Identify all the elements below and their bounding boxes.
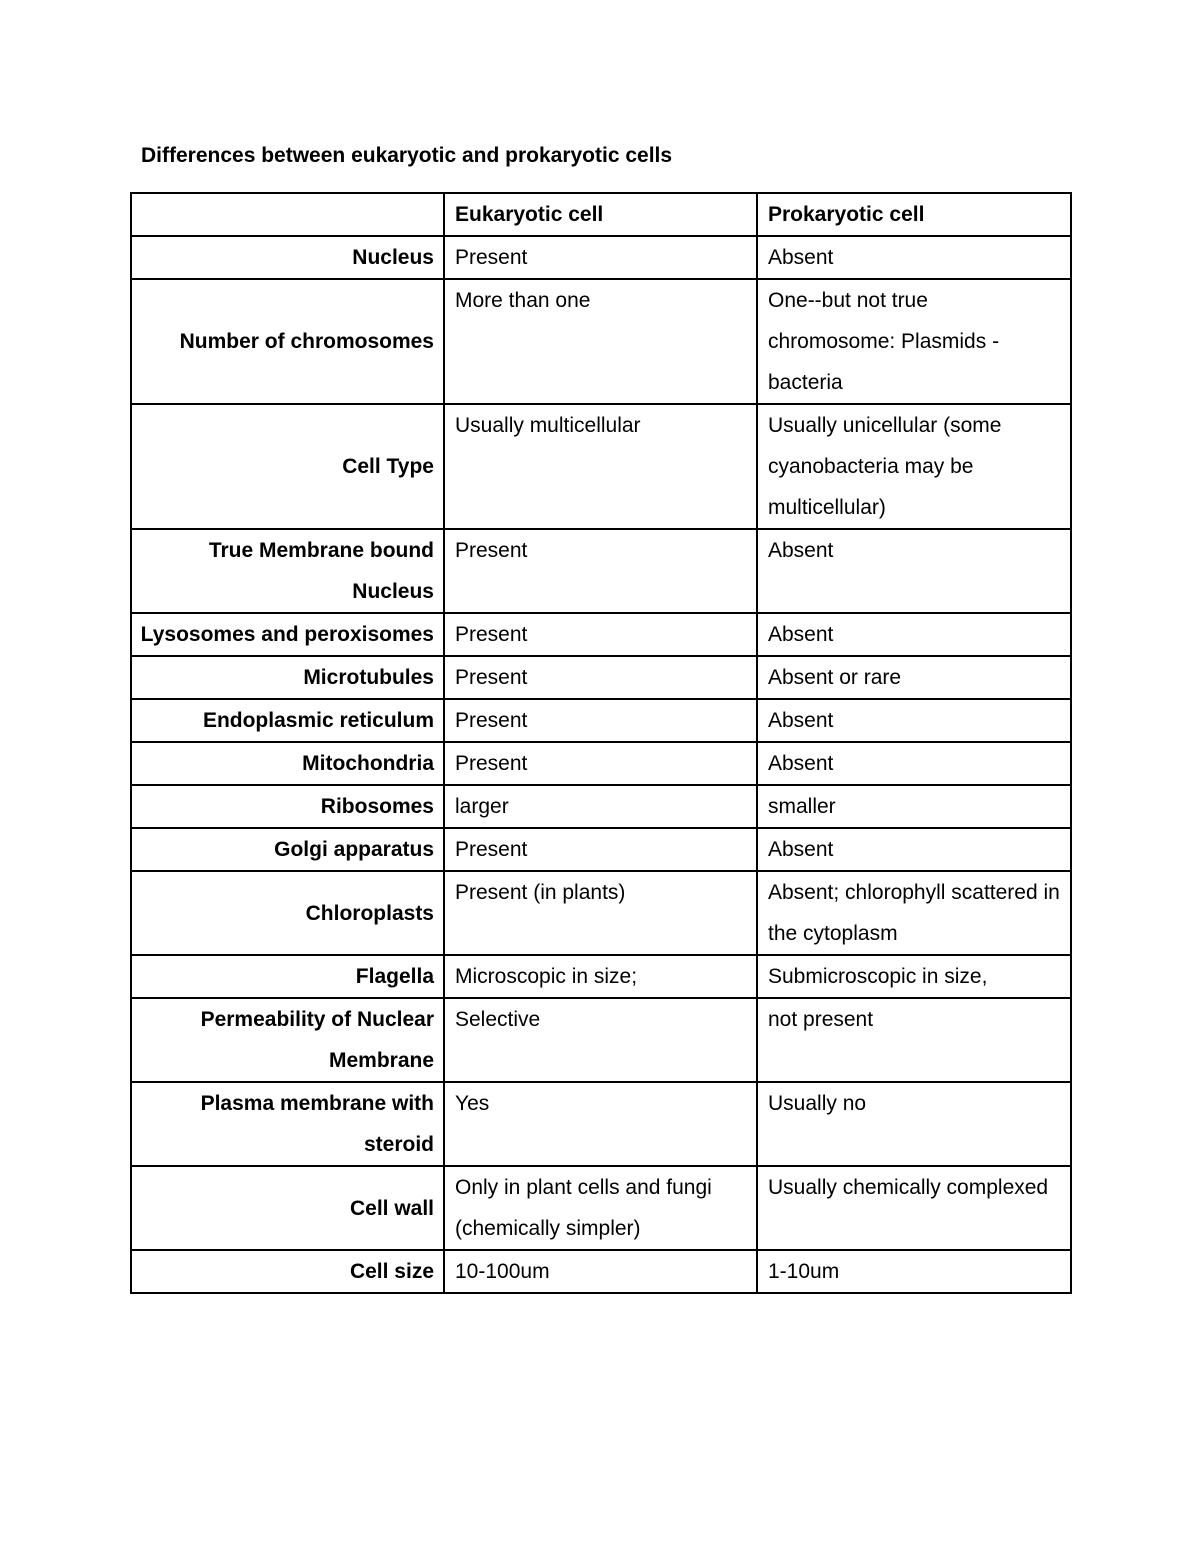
- feature-cell: Nucleus: [131, 236, 444, 279]
- table-row: [131, 871, 1071, 955]
- prokaryotic-cell: Absent: [757, 529, 1071, 613]
- prokaryotic-cell: Absent: [757, 613, 1071, 656]
- comparison-table: [130, 192, 1072, 1294]
- feature-cell: Permeability of Nuclear Membrane: [131, 998, 444, 1082]
- table-row: [131, 529, 1071, 613]
- table-row: [131, 279, 1071, 404]
- prokaryotic-cell: Usually chemically complexed: [757, 1166, 1071, 1250]
- feature-cell: Chloroplasts: [131, 871, 444, 955]
- table-row: [131, 742, 1071, 785]
- eukaryotic-cell: Present (in plants): [444, 871, 757, 955]
- feature-cell: Endoplasmic reticulum: [131, 699, 444, 742]
- feature-cell: Lysosomes and peroxisomes: [131, 613, 444, 656]
- prokaryotic-cell: Absent: [757, 742, 1071, 785]
- prokaryotic-cell: not present: [757, 998, 1071, 1082]
- table-row: [131, 998, 1071, 1082]
- eukaryotic-cell: Present: [444, 236, 757, 279]
- table-row: [131, 1250, 1071, 1293]
- feature-cell: Cell size: [131, 1250, 444, 1293]
- prokaryotic-cell: Absent: [757, 828, 1071, 871]
- table-row: [131, 236, 1071, 279]
- eukaryotic-cell: Microscopic in size;: [444, 955, 757, 998]
- table-row: [131, 955, 1071, 998]
- feature-cell: Microtubules: [131, 656, 444, 699]
- feature-cell: True Membrane bound Nucleus: [131, 529, 444, 613]
- feature-cell: Plasma membrane with steroid: [131, 1082, 444, 1166]
- feature-cell: Cell wall: [131, 1166, 444, 1250]
- eukaryotic-cell: larger: [444, 785, 757, 828]
- page-title: Differences between eukaryotic and prokaryotic cells: [141, 144, 673, 167]
- feature-cell: Flagella: [131, 955, 444, 998]
- eukaryotic-cell: Selective: [444, 998, 757, 1082]
- table-row: [131, 404, 1071, 529]
- prokaryotic-cell: 1-10um: [757, 1250, 1071, 1293]
- eukaryotic-cell: Only in plant cells and fungi (chemically simpler): [444, 1166, 757, 1250]
- prokaryotic-cell: Absent; chlorophyll scattered in the cytoplasm: [757, 871, 1071, 955]
- table-row: [131, 613, 1071, 656]
- eukaryotic-cell: 10-100um: [444, 1250, 757, 1293]
- feature-cell: Golgi apparatus: [131, 828, 444, 871]
- header-eukaryotic: Eukaryotic cell: [444, 193, 757, 236]
- eukaryotic-cell: Usually multicellular: [444, 404, 757, 529]
- prokaryotic-cell: Submicroscopic in size,: [757, 955, 1071, 998]
- header-prokaryotic: Prokaryotic cell: [757, 193, 1071, 236]
- table-row: [131, 656, 1071, 699]
- table-body: [131, 236, 1071, 1293]
- feature-cell: Cell Type: [131, 404, 444, 529]
- feature-cell: Mitochondria: [131, 742, 444, 785]
- eukaryotic-cell: Yes: [444, 1082, 757, 1166]
- eukaryotic-cell: Present: [444, 699, 757, 742]
- prokaryotic-cell: Absent: [757, 236, 1071, 279]
- eukaryotic-cell: Present: [444, 656, 757, 699]
- table-row: [131, 1166, 1071, 1250]
- prokaryotic-cell: One--but not true chromosome: Plasmids - bacteria: [757, 279, 1071, 404]
- table-row: [131, 699, 1071, 742]
- feature-cell: Number of chromosomes: [131, 279, 444, 404]
- header-feature: [131, 193, 444, 236]
- table-header-row: [131, 193, 1071, 236]
- prokaryotic-cell: Absent or rare: [757, 656, 1071, 699]
- eukaryotic-cell: Present: [444, 828, 757, 871]
- prokaryotic-cell: Usually unicellular (some cyanobacteria may be multicellular): [757, 404, 1071, 529]
- feature-cell: Ribosomes: [131, 785, 444, 828]
- table-row: [131, 1082, 1071, 1166]
- prokaryotic-cell: Usually no: [757, 1082, 1071, 1166]
- eukaryotic-cell: More than one: [444, 279, 757, 404]
- prokaryotic-cell: smaller: [757, 785, 1071, 828]
- eukaryotic-cell: Present: [444, 613, 757, 656]
- prokaryotic-cell: Absent: [757, 699, 1071, 742]
- table-row: [131, 785, 1071, 828]
- table-row: [131, 828, 1071, 871]
- eukaryotic-cell: Present: [444, 742, 757, 785]
- eukaryotic-cell: Present: [444, 529, 757, 613]
